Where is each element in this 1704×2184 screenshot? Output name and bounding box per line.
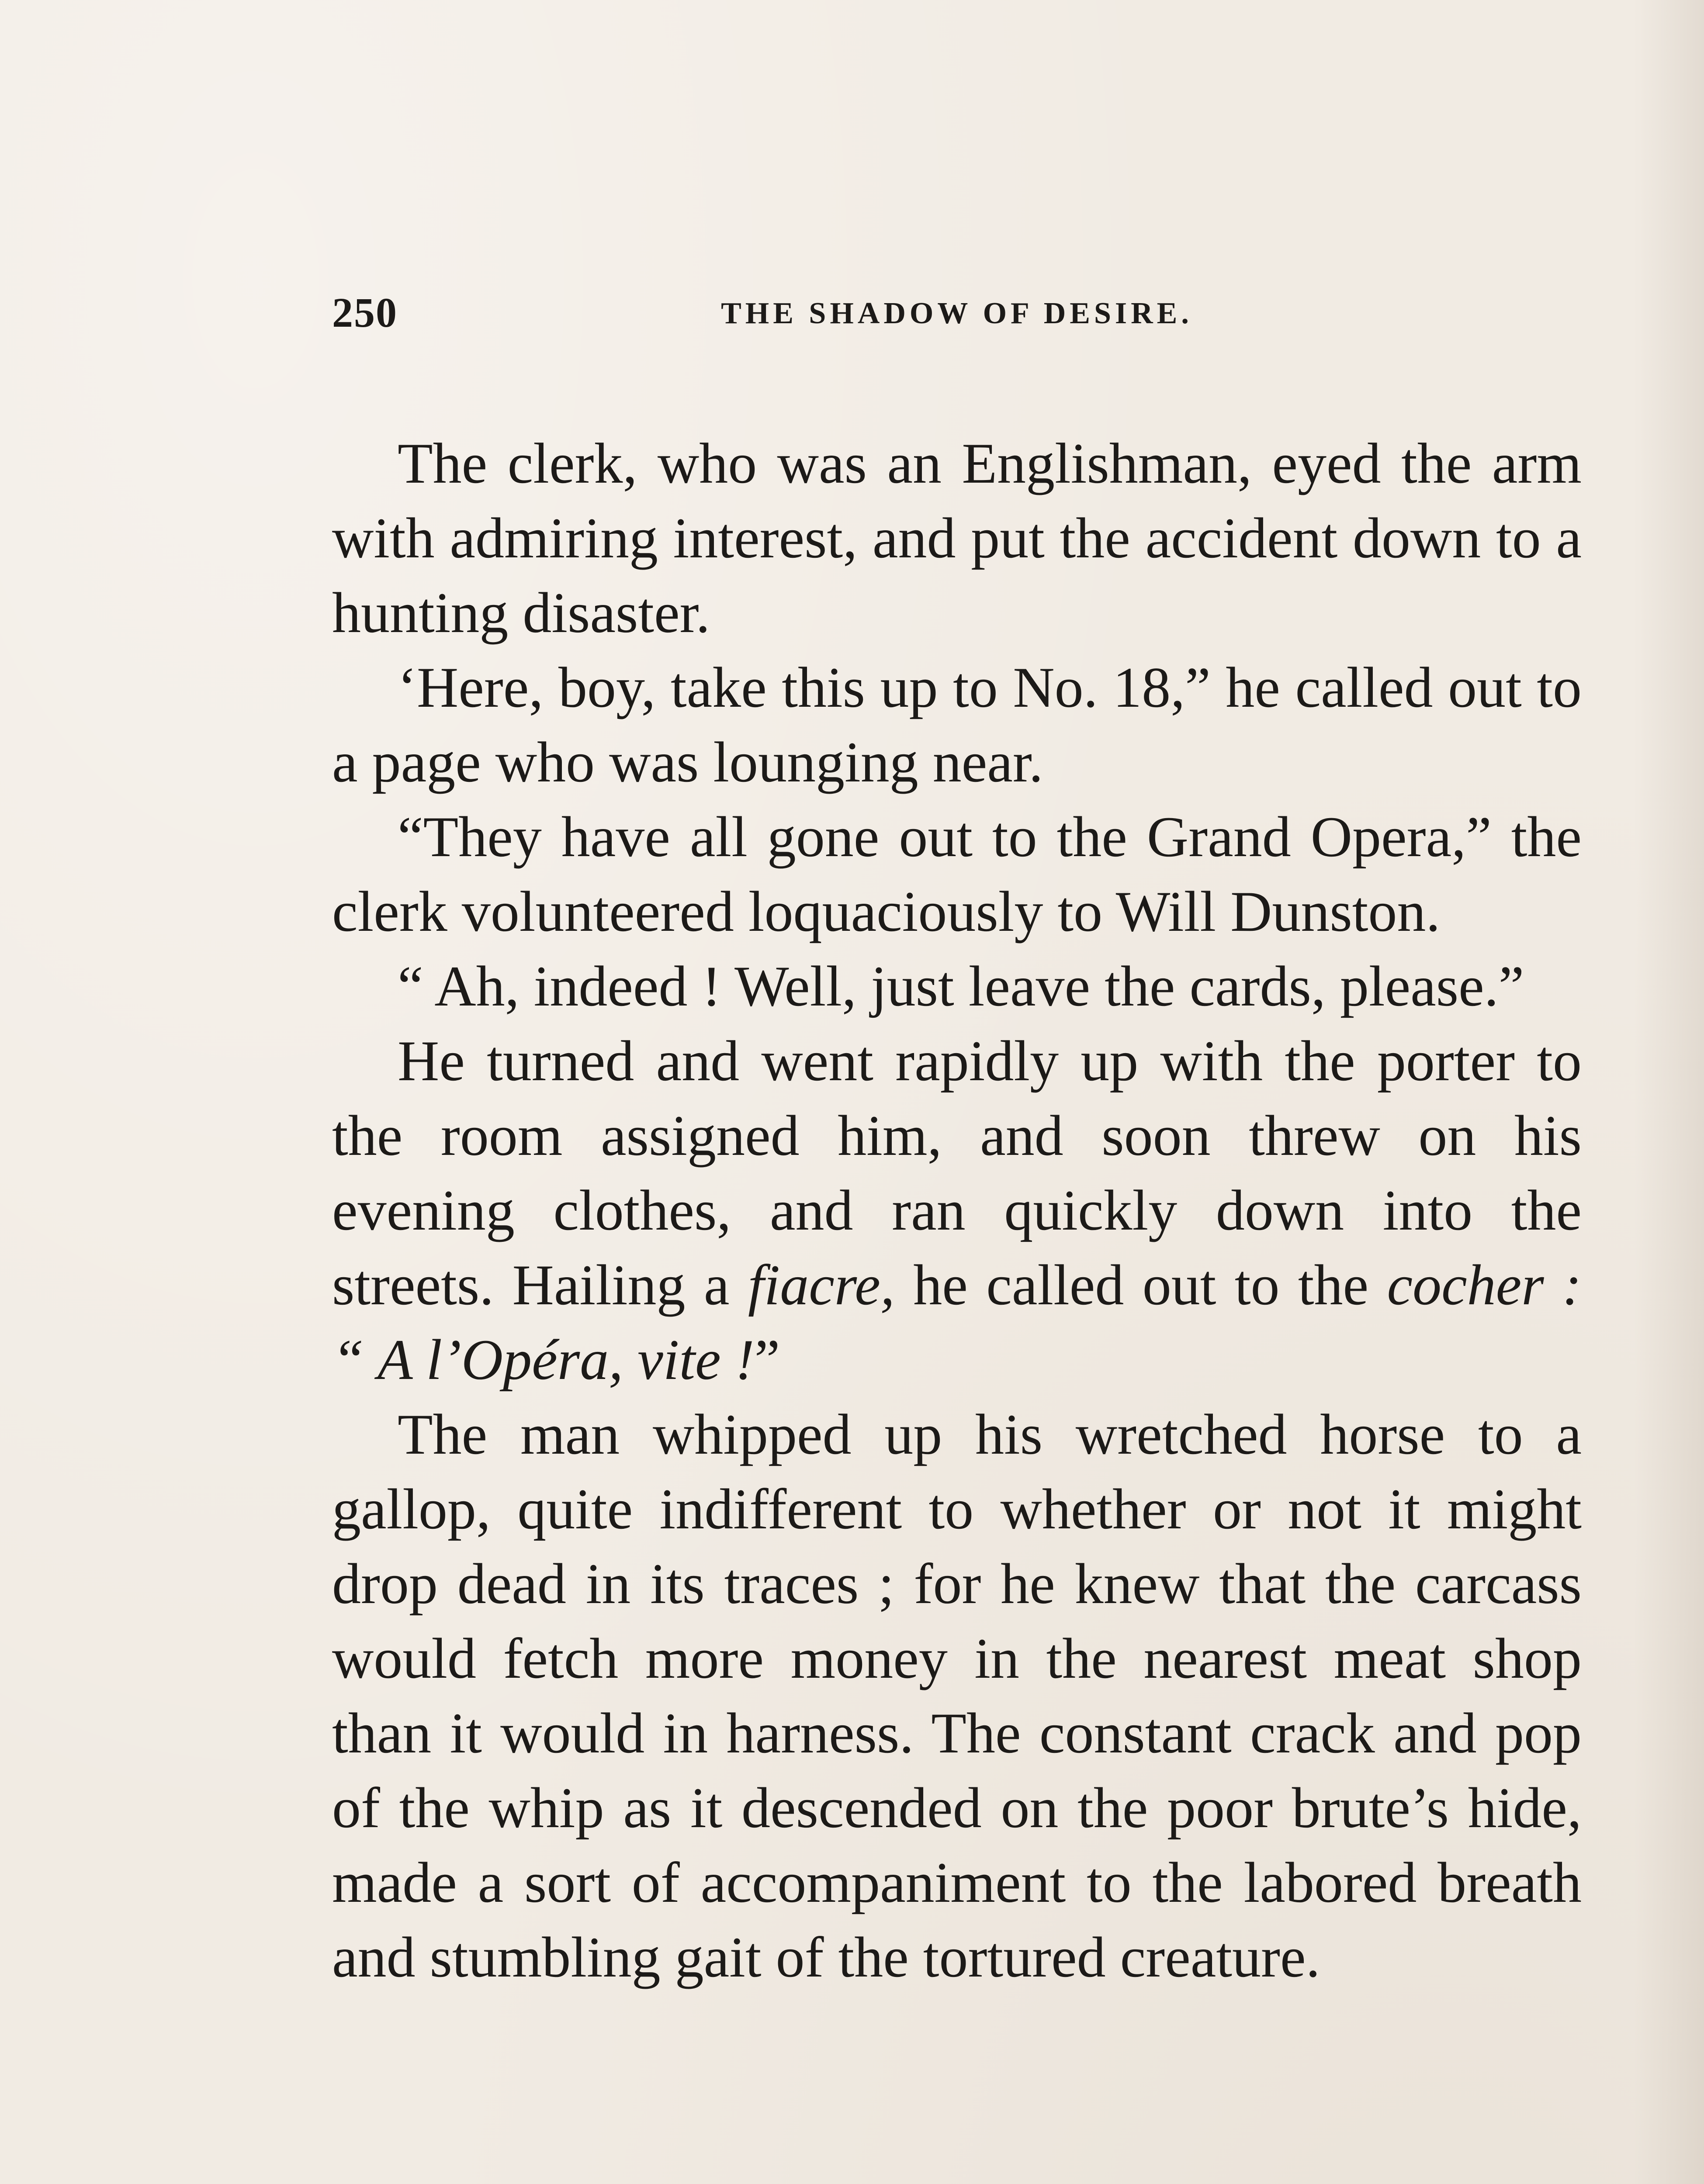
italic-fiacre: fiacre, — [748, 1253, 895, 1317]
paragraph-6: The man whipped up his wretched horse to a gallop, quite indifferent to whether or not it might drop dead in its traces ; for he knew that the carcass would fetch more money in the nearest meat shop than it would in harness. The constant crack and pop of the whip as it descended on the poor brute’s hide, made a sort of accompaniment to the labored breath and stumbling gait of the tortured creature. — [332, 1402, 1582, 1989]
paragraph-2: ‘Here, boy, take this up to No. 18,” he called out to a page who was lounging near. — [332, 655, 1582, 794]
running-head — [332, 284, 1582, 345]
paragraph-5-part-2: he called out to the — [894, 1253, 1387, 1317]
paragraph-5-part-1: He turned and went rapidly up with the porter to the room assigned him, and soon threw on his evening clothes, and ran quickly down into the streets. Hailing a — [332, 1029, 1582, 1317]
page-number: 250 — [332, 289, 398, 336]
body-text — [332, 426, 1582, 1994]
italic-cocher: cocher : — [1387, 1253, 1582, 1317]
paragraph-4: “ Ah, indeed ! Well, just leave the cards, please.” — [398, 954, 1524, 1018]
paragraph-3: “They have all gone out to the Grand Opera,” the clerk volunteered loquaciously to Will Dunston. — [332, 805, 1582, 943]
paragraph-5-part-4: ” — [754, 1327, 780, 1392]
paragraph-5 — [332, 1023, 1582, 1397]
running-head-title: THE SHADOW OF DESIRE. — [721, 297, 1193, 330]
italic-a-lopera-vite: “ A l’Opéra, vite ! — [332, 1327, 755, 1392]
paragraph-1: The clerk, who was an Englishman, eyed the arm with admiring interest, and put the accident down to a hunting disaster. — [332, 431, 1582, 645]
